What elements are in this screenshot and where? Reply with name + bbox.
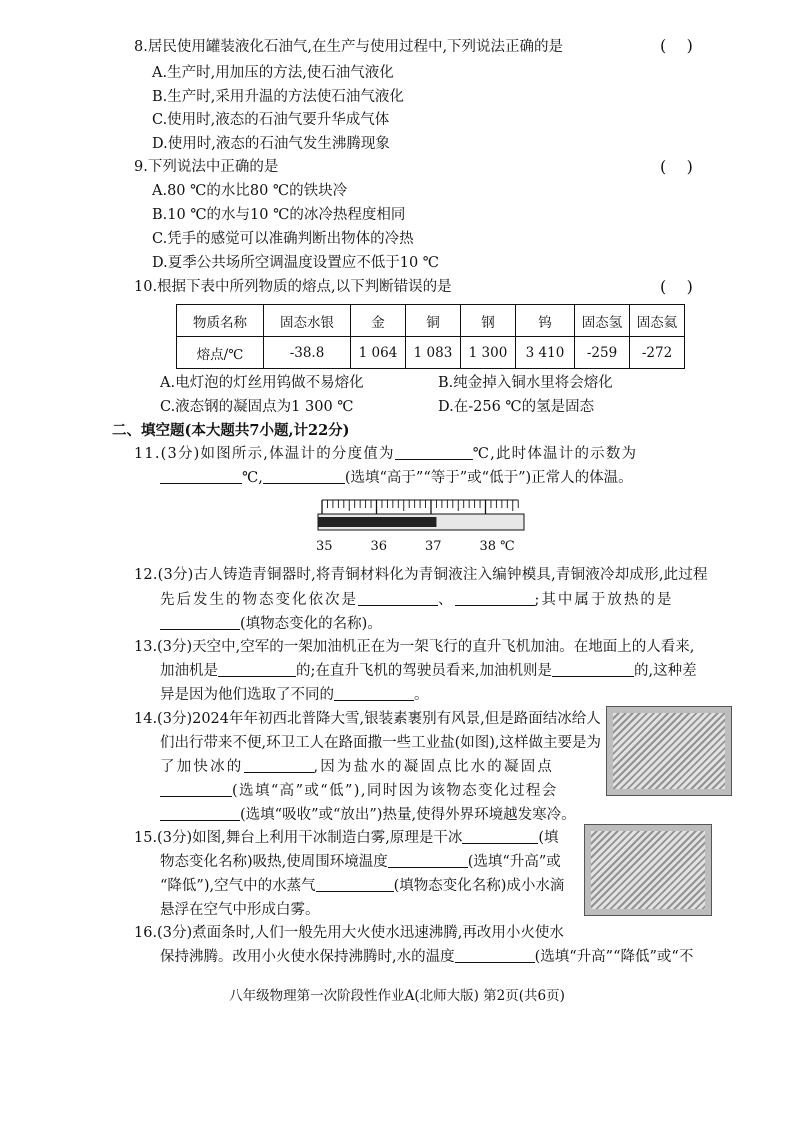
q11-text: ℃,此时体温计的示数为 xyxy=(472,446,638,462)
q16-text: 保持沸腾。改用小火使水保持沸腾时,水的温度 xyxy=(160,949,455,965)
q15-text: 15.(3分)如图,舞台上利用干冰制造白雾,原理是干冰 xyxy=(134,830,463,846)
table-row xyxy=(177,337,685,369)
table-cell: 1 300 xyxy=(461,337,516,369)
table-cell: 金 xyxy=(351,305,406,337)
q11-text: 11.(3分)如图所示,体温计的分度值为 xyxy=(134,446,395,462)
q13-line3 xyxy=(160,684,429,706)
answer-blank[interactable] xyxy=(455,591,535,606)
q14-line4 xyxy=(160,780,558,802)
q13-line1: 13.(3分)天空中,空军的一架加油机正在为一架飞行的直升飞机加油。在地面上的人看来, xyxy=(134,639,695,655)
q14-line3 xyxy=(160,756,554,778)
q9-answer-paren: ( ) xyxy=(660,157,693,176)
table-cell: 钨 xyxy=(516,305,575,337)
answer-blank[interactable] xyxy=(395,445,473,460)
q12-line3 xyxy=(160,613,382,635)
q9-stem: 9.下列说法中正确的是 xyxy=(134,159,279,175)
answer-blank[interactable] xyxy=(263,469,345,484)
table-cell: 固态水银 xyxy=(264,305,351,337)
answer-blank[interactable] xyxy=(218,662,296,677)
mercury-column xyxy=(318,517,436,527)
section-2-heading: 二、填空题(本大题共7小题,计22分) xyxy=(112,422,350,439)
q15-text: 物态变化名称)吸热,使周围环境温度 xyxy=(160,854,388,870)
table-cell: -38.8 xyxy=(264,337,351,369)
q16-line2 xyxy=(160,946,693,968)
q14-text: (选填“高”或“低”),同时因为该物态变化过程会 xyxy=(232,783,558,799)
q15-text: (填 xyxy=(538,830,559,846)
q11-text: ℃, xyxy=(242,470,263,486)
page-footer: 八年级物理第一次阶段性作业A(北师大版) 第2页(共6页) xyxy=(229,988,565,1004)
road-salt-photo xyxy=(606,706,732,796)
q14-line1: 14.(3分)2024年年初西北普降大雪,银装素裹别有风景,但是路面结冰给人 xyxy=(134,711,601,727)
q10-option-a: A.电灯泡的灯丝用钨做不易熔化 xyxy=(160,375,364,391)
q11-line1 xyxy=(134,443,637,465)
q10-option-c: C.液态钢的凝固点为1 300 ℃ xyxy=(160,399,354,415)
q10-option-d: D.在-256 ℃的氢是固态 xyxy=(438,399,595,415)
q8-option-d: D.使用时,液态的石油气发生沸腾现象 xyxy=(152,136,390,152)
answer-blank[interactable] xyxy=(462,829,538,844)
scale-label: 38 ℃ xyxy=(479,539,515,554)
q12-text: (填物态变化的名称)。 xyxy=(240,616,382,632)
q11-line2 xyxy=(160,467,633,489)
q15-text: (填物态变化名称)成小水滴 xyxy=(393,878,565,894)
q8-option-c: C.使用时,液态的石油气要升华成气体 xyxy=(152,112,390,128)
answer-blank[interactable] xyxy=(244,758,314,773)
table-cell: 铜 xyxy=(406,305,461,337)
q15-text: (选填“升高”或 xyxy=(467,854,561,870)
q13-text: 。 xyxy=(414,687,429,703)
q8-option-a: A.生产时,用加压的方法,使石油气液化 xyxy=(152,65,394,81)
q12-text: 先后发生的物态变化依次是 xyxy=(160,592,358,608)
q15-text: “降低”),空气中的水蒸气 xyxy=(160,878,316,894)
answer-blank[interactable] xyxy=(160,806,240,821)
q12-text: 、 xyxy=(438,592,455,608)
q14-text: 了加快冰的 xyxy=(160,759,244,775)
answer-blank[interactable] xyxy=(316,877,394,892)
q12-line2 xyxy=(160,589,673,611)
table-cell: 1 083 xyxy=(406,337,461,369)
q10-answer-paren: ( ) xyxy=(660,277,693,296)
q13-text: 加油机是 xyxy=(160,663,218,679)
table-cell: 熔点/℃ xyxy=(177,337,264,369)
table-cell: 3 410 xyxy=(516,337,575,369)
q15-line2 xyxy=(160,851,561,873)
scale-label: 35 xyxy=(316,539,333,554)
q13-text: 的;在直升飞机的驾驶员看来,加油机则是 xyxy=(296,663,552,679)
table-cell: -272 xyxy=(630,337,685,369)
q14-text: (选填“吸收”或“放出”)热量,使得外界环境越发寒冷。 xyxy=(240,807,576,823)
q14-line2: 们出行带来不便,环卫工人在路面撒一些工业盐(如图),这样做主要是为 xyxy=(160,735,602,751)
q13-text: 异是因为他们选取了不同的 xyxy=(160,687,334,703)
q16-line1: 16.(3分)煮面条时,人们一般先用大火使水迅速沸腾,再改用小火使水 xyxy=(134,925,564,941)
q10-stem: 10.根据下表中所列物质的熔点,以下判断错误的是 xyxy=(134,279,452,295)
q13-text: 的,这种差 xyxy=(634,663,697,679)
answer-blank[interactable] xyxy=(455,948,535,963)
q9-option-c: C.凭手的感觉可以准确判断出物体的冷热 xyxy=(152,231,414,247)
table-cell: 物质名称 xyxy=(177,305,264,337)
q12-text: ;其中属于放热的是 xyxy=(534,592,674,608)
answer-blank[interactable] xyxy=(388,853,468,868)
q9-option-b: B.10 ℃的水与10 ℃的冰冷热程度相同 xyxy=(152,207,406,223)
table-row xyxy=(177,305,685,337)
answer-blank[interactable] xyxy=(160,782,232,797)
table-cell: 钢 xyxy=(461,305,516,337)
answer-blank[interactable] xyxy=(160,615,240,630)
q14-text: ,因为盐水的凝固点比水的凝固点 xyxy=(313,759,555,775)
q11-text: (选填“高于”“等于”或“低于”)正常人的体温。 xyxy=(344,470,633,486)
q8-stem: 8.居民使用罐装液化石油气,在生产与使用过程中,下列说法正确的是 xyxy=(134,39,564,55)
q10-option-b: B.纯金掉入铜水里将会熔化 xyxy=(438,375,613,391)
thermometer-figure xyxy=(312,492,552,556)
q15-line4: 悬浮在空气中形成白雾。 xyxy=(160,902,320,918)
table-cell: -259 xyxy=(575,337,630,369)
melting-point-table xyxy=(176,304,685,369)
table-cell: 固态氦 xyxy=(630,305,685,337)
q8-answer-paren: ( ) xyxy=(660,36,693,55)
answer-blank[interactable] xyxy=(552,662,634,677)
q15-line3 xyxy=(160,875,564,897)
q16-text: (选填“升高”“降低”或“不 xyxy=(534,949,694,965)
answer-blank[interactable] xyxy=(358,591,438,606)
q8-option-b: B.生产时,采用升温的方法使石油气液化 xyxy=(152,89,404,105)
q15-line1 xyxy=(134,827,559,849)
q9-option-a: A.80 ℃的水比80 ℃的铁块冷 xyxy=(152,183,348,199)
answer-blank[interactable] xyxy=(160,469,242,484)
q13-line2 xyxy=(160,660,697,682)
q12-line1: 12.(3分)古人铸造青铜器时,将青铜材料化为青铜液注入编钟模具,青铜液冷却成形,此过程 xyxy=(134,567,708,583)
table-cell: 固态氢 xyxy=(575,305,630,337)
q9-option-d: D.夏季公共场所空调温度设置应不低于10 ℃ xyxy=(152,255,439,271)
scale-label: 37 xyxy=(425,539,442,554)
answer-blank[interactable] xyxy=(334,686,414,701)
scale-label: 36 xyxy=(370,539,388,554)
table-cell: 1 064 xyxy=(351,337,406,369)
dry-ice-fog-photo xyxy=(584,824,712,916)
q14-line5 xyxy=(160,804,576,826)
